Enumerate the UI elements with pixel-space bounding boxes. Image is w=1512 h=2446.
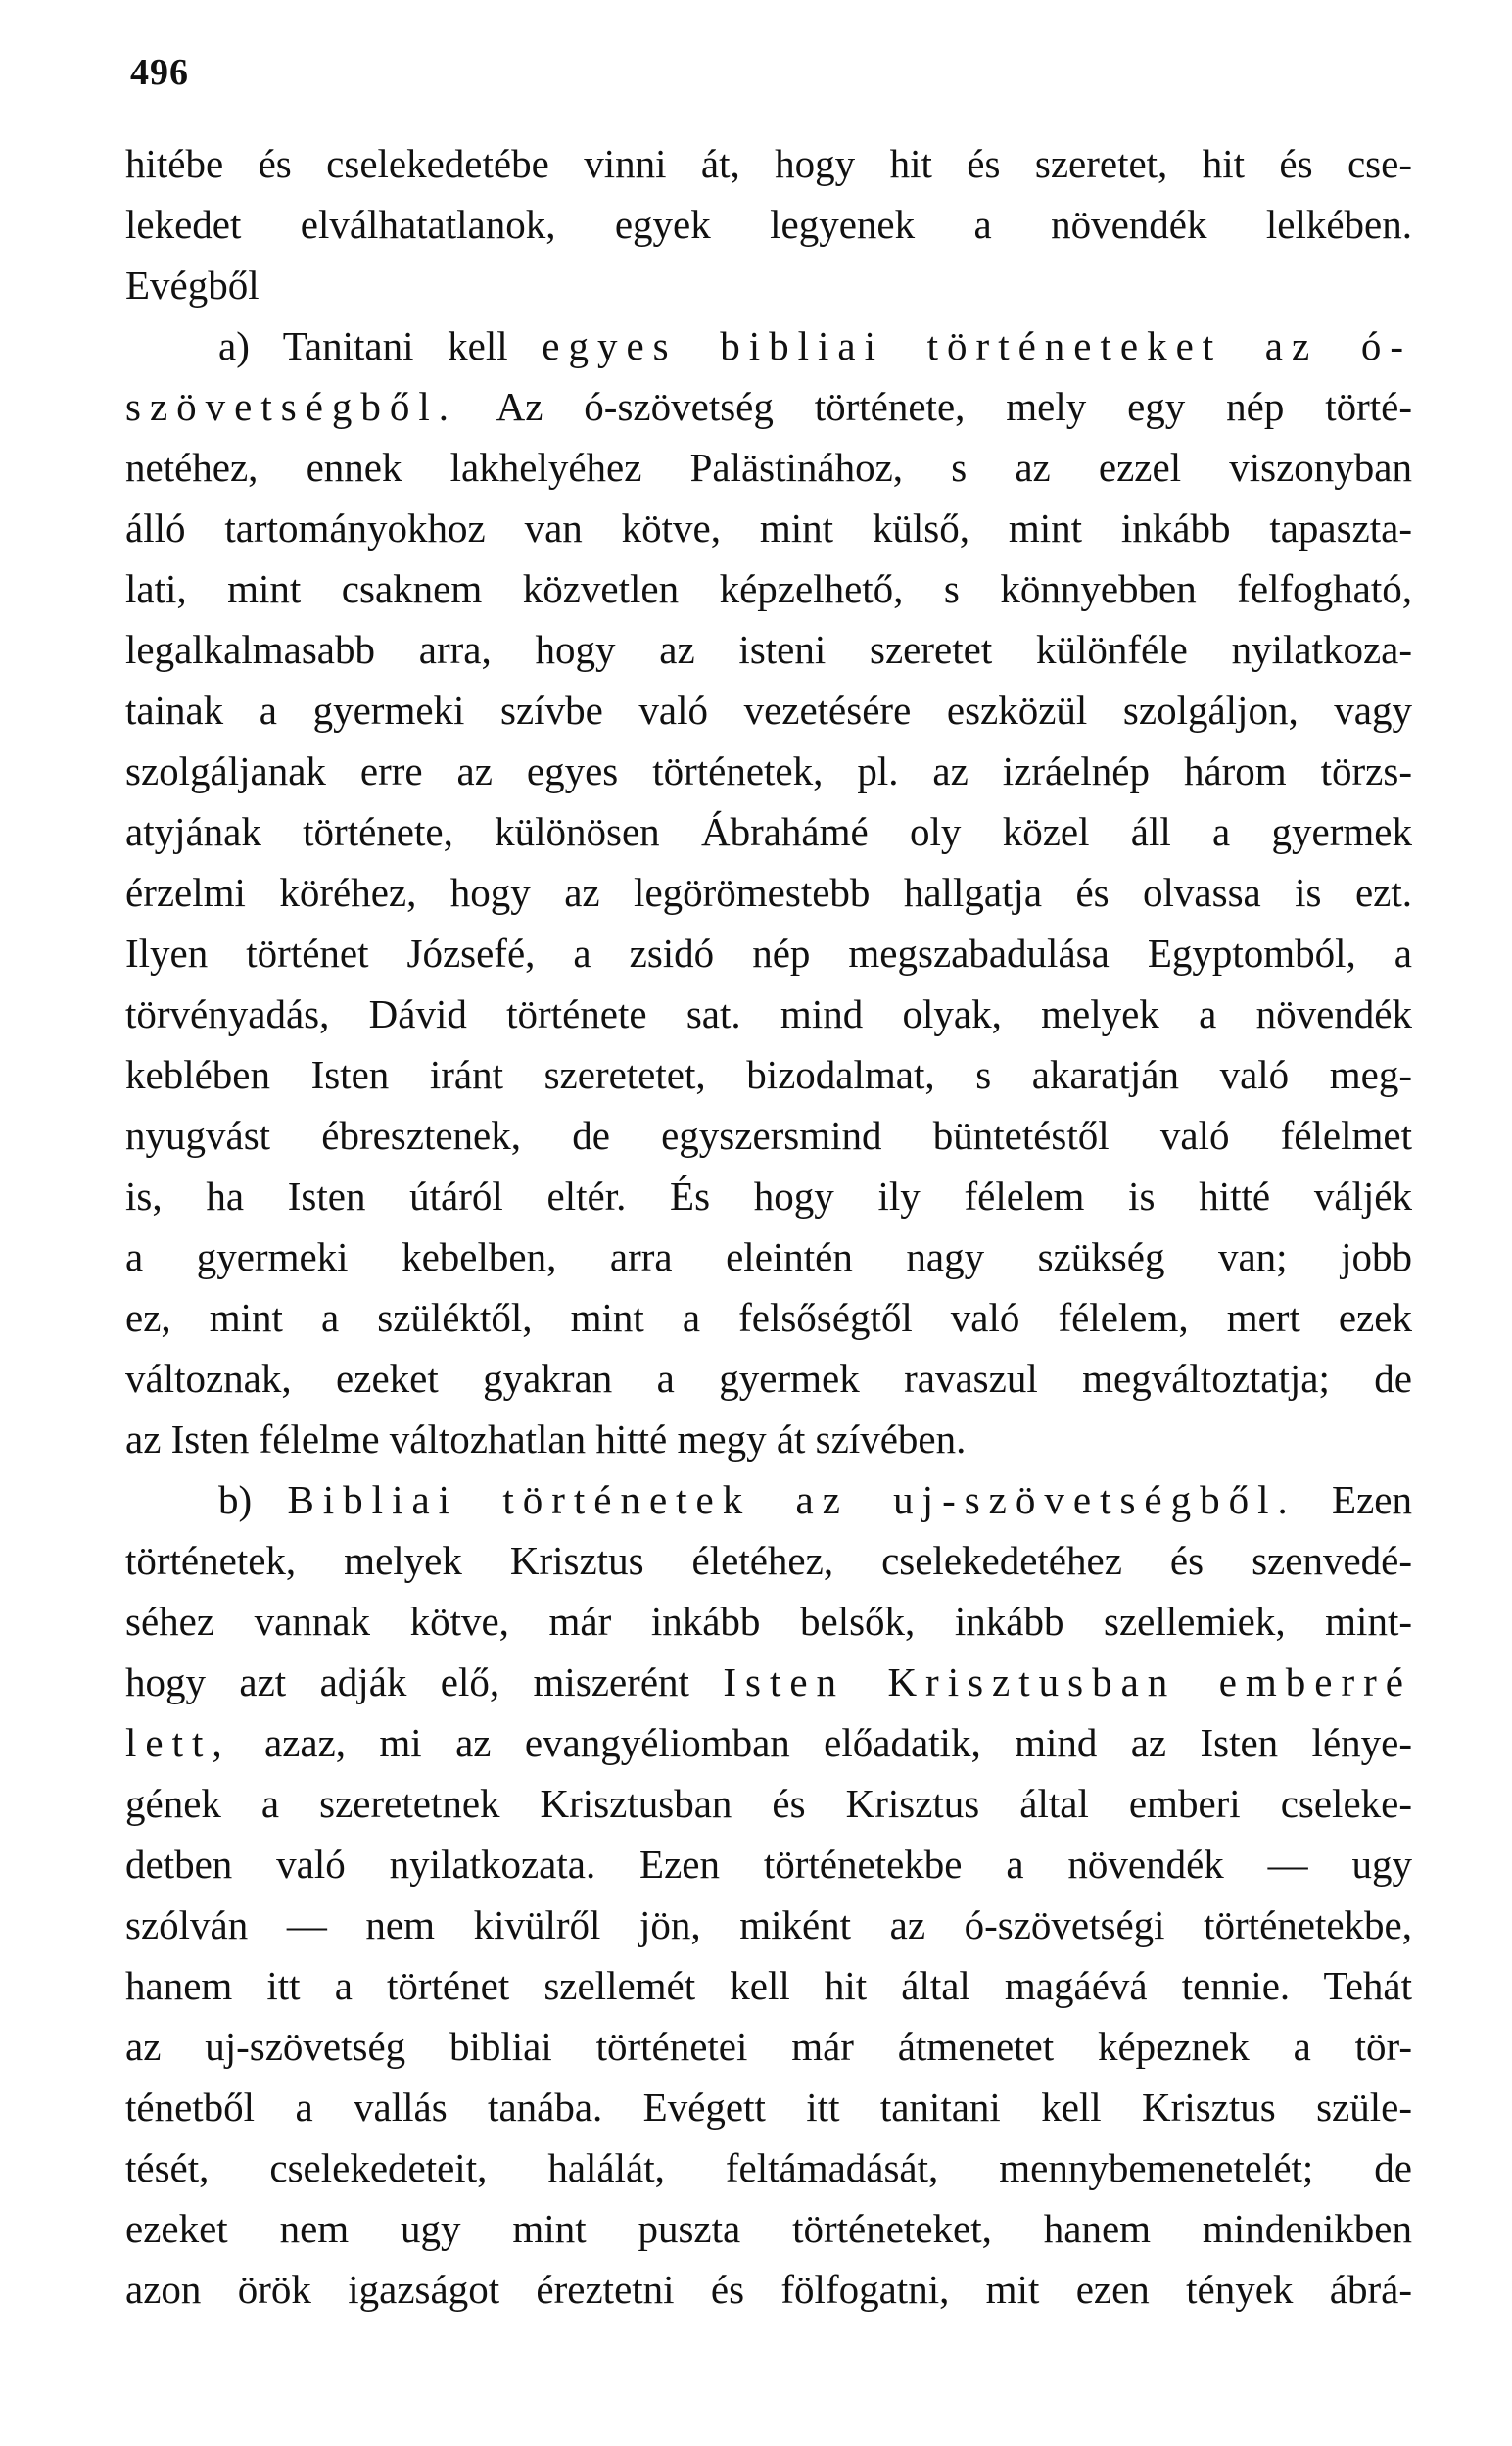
text-run: ez, mint a szüléktől, mint a felsőségtől való félelem, mert ezek [125, 1295, 1412, 1340]
text-run: is, ha Isten útáról eltér. És hogy ily félelem is hitté váljék [125, 1174, 1412, 1219]
text-line [125, 1469, 1412, 1530]
text-run: gének a szeretetnek Krisztusban és Krisztus által emberi cseleke- [125, 1781, 1412, 1826]
text-run: a gyermeki kebelben, arra eleintén nagy szükség van; jobb [125, 1234, 1412, 1279]
text-run: Evégből [125, 263, 260, 308]
spaced-emphasis: lett, [125, 1720, 231, 1765]
text-line [125, 2198, 1412, 2259]
text-line [125, 619, 1412, 680]
text-line [125, 558, 1412, 619]
text-run: lekedet elválhatatlanok, egyek legyenek a növendék lelkében. [125, 202, 1412, 247]
text-line [125, 1530, 1412, 1591]
text-line [125, 1409, 1412, 1469]
text-line [125, 983, 1412, 1044]
text-line [125, 1591, 1412, 1652]
text-run: Ilyen történet Józsefé, a zsidó nép megszabadulása Egyptomból, a [125, 931, 1412, 976]
text-run: szólván — nem kivülről jön, miként az ó-szövetségi történetekbe, [125, 1902, 1412, 1947]
text-run: Az ó-szövetség története, mely egy nép törté- [457, 384, 1412, 429]
text-run: tését, cselekedeteit, halálát, feltámadását, mennybemenetelét; de [125, 2145, 1412, 2190]
text-line [125, 1834, 1412, 1894]
text-run: séhez vannak kötve, már inkább belsők, inkább szellemiek, mint- [125, 1599, 1412, 1644]
text-run: b) [218, 1477, 288, 1522]
text-line [125, 1226, 1412, 1287]
text-run: tainak a gyermeki szívbe való vezetésére eszközül szolgáljon, vagy [125, 688, 1412, 733]
text-line [125, 1894, 1412, 1955]
spaced-emphasis: szövetségből. [125, 384, 458, 429]
text-line [125, 498, 1412, 558]
text-line [125, 437, 1412, 498]
paragraph-section-b [125, 1469, 1412, 2320]
text-line [125, 194, 1412, 255]
text-run: detben való nyilatkozata. Ezen történetekbe a növendék — ugy [125, 1842, 1412, 1887]
text-run: változnak, ezeket gyakran a gyermek ravaszul megváltoztatja; de [125, 1356, 1412, 1401]
text-line [125, 2259, 1412, 2320]
text-line [125, 1348, 1412, 1409]
text-line [125, 2137, 1412, 2198]
text-run: álló tartományokhoz van kötve, mint külső, mint inkább tapaszta- [125, 505, 1412, 551]
text-line [125, 255, 1412, 315]
text-line [125, 1955, 1412, 2016]
text-line [125, 1773, 1412, 1834]
text-run: hogy azt adják elő, miszerént [125, 1659, 724, 1704]
text-block [125, 133, 1412, 2320]
text-line [125, 2016, 1412, 2077]
text-run: nyugvást ébresztenek, de egyszersmind büntetéstől való félelmet [125, 1113, 1412, 1158]
paragraph-section-a [125, 315, 1412, 1469]
text-run: törvényadás, Dávid története sat. mind olyak, melyek a növendék [125, 991, 1412, 1036]
text-line [125, 801, 1412, 862]
text-run: ezeket nem ugy mint puszta történeteket, hanem mindenikben [125, 2206, 1412, 2251]
text-run: hanem itt a történet szellemét kell hit által magáévá tennie. Tehát [125, 1963, 1412, 2008]
text-run: atyjának története, különösen Ábrahámé oly közel áll a gyermek [125, 809, 1412, 854]
text-line [125, 315, 1412, 376]
text-line [125, 1712, 1412, 1773]
text-line [125, 1166, 1412, 1226]
text-run: történetek, melyek Krisztus életéhez, cselekedetéhez és szenvedé- [125, 1538, 1412, 1583]
text-run: az Isten félelme változhatlan hitté megy át szívében. [125, 1416, 967, 1462]
text-run: Ezen [1296, 1477, 1412, 1522]
spaced-emphasis: Bibliai történetek az uj-szövetségből. [287, 1477, 1297, 1522]
text-run: az uj-szövetség bibliai történetei már átmenetet képeznek a tör- [125, 2024, 1412, 2069]
text-line [125, 376, 1412, 437]
text-line [125, 1044, 1412, 1105]
text-run: keblében Isten iránt szeretetet, bizodalmat, s akaratján való meg- [125, 1052, 1412, 1097]
text-run: szolgáljanak erre az egyes történetek, pl. az izráelnép három törzs- [125, 748, 1412, 793]
text-run: lati, mint csaknem közvetlen képzelhető, s könnyebben felfogható, [125, 566, 1412, 611]
text-line [125, 1105, 1412, 1166]
text-line [125, 923, 1412, 983]
paragraph-intro [125, 133, 1412, 315]
text-run: azon örök igazságot éreztetni és fölfogatni, mit ezen tények ábrá- [125, 2267, 1412, 2312]
text-line [125, 862, 1412, 923]
text-run: legalkalmasabb arra, hogy az isteni szeretet különféle nyilatkoza- [125, 627, 1412, 672]
text-line [125, 680, 1412, 741]
text-run: érzelmi köréhez, hogy az legörömestebb hallgatja és olvassa is ezt. [125, 870, 1412, 915]
spaced-emphasis: Isten Krisztusban emberré [723, 1659, 1412, 1704]
text-line [125, 1652, 1412, 1712]
page-number: 496 [130, 52, 189, 93]
text-line [125, 2077, 1412, 2137]
text-run: a) Tanitani kell [218, 323, 543, 368]
text-run: hitébe és cselekedetébe vinni át, hogy hit és szeretet, hit és cse- [125, 141, 1412, 186]
text-run: azaz, mi az evangyéliomban előadatik, mind az Isten lénye- [230, 1720, 1412, 1765]
text-run: netéhez, ennek lakhelyéhez Palästinához, s az ezzel viszonyban [125, 445, 1412, 490]
text-line [125, 1287, 1412, 1348]
spaced-emphasis: egyes bibliai történeteket az ó- [542, 323, 1412, 368]
text-line [125, 133, 1412, 194]
text-line [125, 741, 1412, 801]
text-run: ténetből a vallás tanába. Evégett itt tanitani kell Krisztus szüle- [125, 2085, 1412, 2130]
